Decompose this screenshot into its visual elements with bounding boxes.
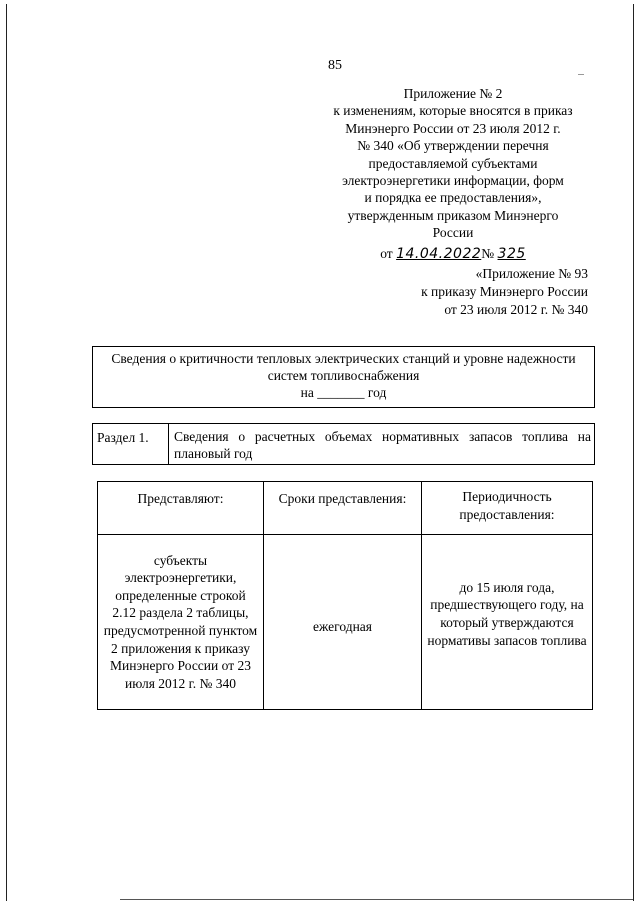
page-number: 85	[328, 58, 342, 73]
table-row	[98, 535, 593, 710]
appendix-line: России	[432, 225, 474, 241]
form-title-box	[92, 346, 595, 408]
form-title-line: систем топливоснабжения	[267, 368, 420, 383]
appendix-line: Минэнерго России от 23 июля 2012 г.	[345, 120, 561, 136]
appendix-line: электроэнергетики информации, форм	[342, 173, 564, 189]
section-label: Раздел 1.	[93, 424, 169, 464]
page-border-right	[633, 4, 634, 901]
appendix-line: и порядка ее предоставления»,	[364, 190, 542, 206]
appendix-line: № 340 «Об утверждении перечня	[357, 138, 549, 154]
cell-deadlines: ежегодная	[264, 535, 422, 710]
date-prefix: от	[380, 245, 393, 261]
scan-mark	[578, 74, 584, 75]
appendix-2-block	[322, 85, 584, 263]
appendix93-line: от 23 июля 2012 г. № 340	[444, 302, 588, 317]
section-1-header	[92, 423, 595, 465]
cell-submitters: субъекты электроэнергетики, определенные строкой 2.12 раздела 2 таблицы, предусмотренной пунктом 2 приложения к приказу Минэнерго России от 23 июля 2012 г. № 340	[98, 535, 264, 710]
form-title-line: Сведения о критичности тепловых электрических станций и уровне надежности	[111, 351, 576, 366]
appendix-93-block	[421, 265, 588, 319]
cell-periodicity: до 15 июля года, предшествующего году, на который утверждаются нормативы запасов топлива	[422, 535, 593, 710]
appendix-line: к изменениям, которые вносятся в приказ	[333, 103, 573, 119]
appendix-line: предоставляемой субъектами	[368, 155, 538, 171]
handwritten-date: 14.04.2022	[396, 245, 482, 262]
page-border-bottom	[120, 899, 633, 900]
section-title: Сведения о расчетных объемах нормативных запасов топлива на плановый год	[174, 429, 591, 461]
appendix93-line: к приказу Минэнерго России	[421, 284, 588, 299]
table-header-row	[98, 482, 593, 535]
appendix93-line: «Приложение № 93	[475, 266, 588, 281]
submission-table	[97, 481, 593, 710]
handwritten-number: 325	[497, 245, 526, 262]
appendix-line: Приложение № 2	[403, 86, 503, 101]
form-year-line: на _______ год	[300, 385, 387, 400]
page-border-left	[6, 4, 7, 901]
number-prefix: №	[481, 245, 495, 261]
order-date-line	[322, 245, 584, 263]
appendix-line: утвержденным приказом Минэнерго	[347, 207, 559, 223]
header-deadlines: Сроки представления:	[264, 482, 422, 535]
header-periodicity: Периодичность предоставления:	[422, 482, 593, 535]
header-submitters: Представляют:	[98, 482, 264, 535]
